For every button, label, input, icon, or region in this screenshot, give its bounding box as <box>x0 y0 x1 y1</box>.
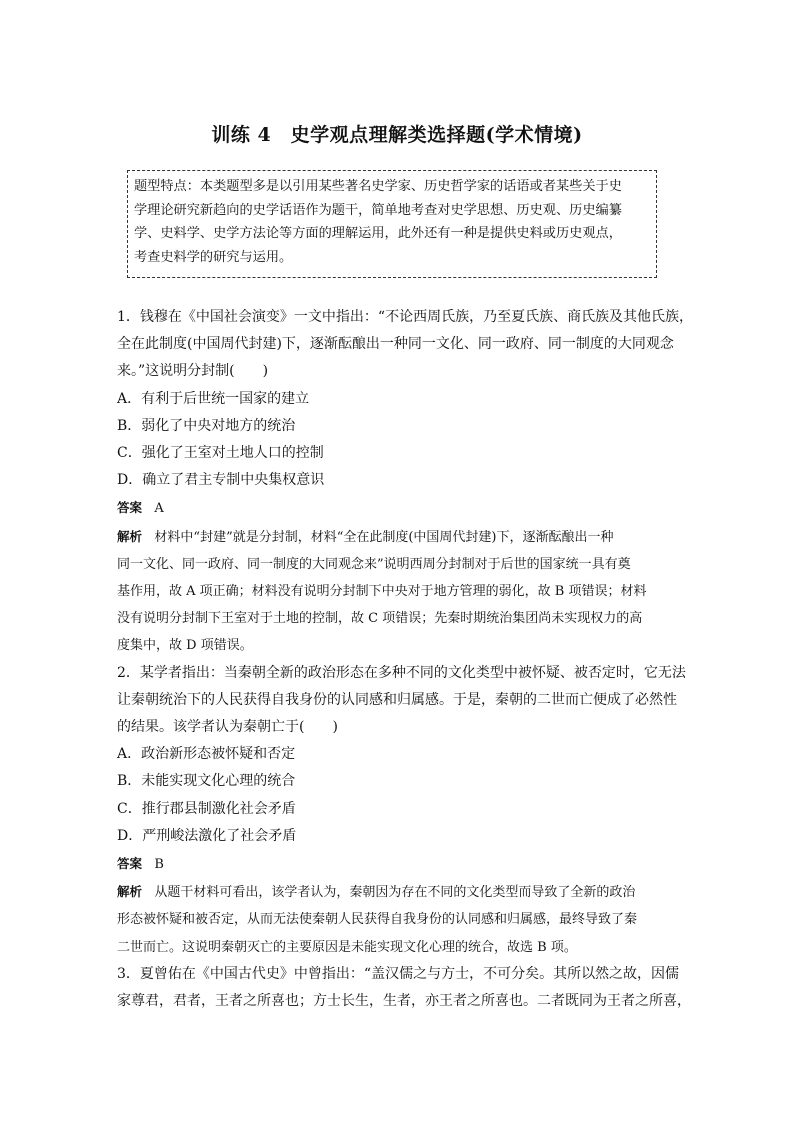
page-title: 训练 4 史学观点理解类选择题(学术情境) <box>211 124 583 146</box>
analysis-label: 解析 <box>117 884 143 900</box>
analysis-line <box>117 523 679 551</box>
intro-line: 题型特点：本类题型多是以引用某些著名史学家、历史哲学家的话语或者某些关于史 <box>134 179 622 194</box>
option-b: B．未能实现文化心理的统合 <box>117 773 296 790</box>
questions-body <box>117 304 694 1015</box>
option-b: B．弱化了中央对地方的统治 <box>117 417 296 434</box>
answer-value: B <box>154 857 164 873</box>
question-stem-line: 1．钱穆在《中国社会演变》一文中指出：“不论西周氏族，乃至夏氏族、商氏族及其他氏族， <box>117 309 694 325</box>
question-stem-line: 全在此制度(中国周代封建)下，逐渐酝酿出一种同一文化、同一政府、同一制度的大同观念 <box>117 336 674 353</box>
analysis-line: 没有说明分封制下王室对于土地的控制，故 C 项错误；先秦时期统治集团尚未实现权力的高 <box>117 611 643 627</box>
analysis-line <box>117 878 679 906</box>
question-stem-line: 家尊君，君者，王者之所喜也；方士长生，生者，亦王者之所喜也。二者既同为王者之所喜， <box>117 993 691 1010</box>
option-d: D．确立了君主专制中央集权意识 <box>117 472 325 489</box>
answer-line <box>117 494 679 522</box>
intro-line: 学理论研究新趋向的史学话语作为题干，简单地考查对史学思想、历史观、历史编纂 <box>134 202 622 218</box>
option-a: A．有利于后世统一国家的建立 <box>117 390 310 407</box>
question-1 <box>117 304 694 660</box>
intro-line: 考查史料学的研究与运用。 <box>134 249 293 265</box>
option-c: C．推行郡县制激化社会矛盾 <box>117 800 296 817</box>
answer-label: 答案 <box>117 500 143 516</box>
analysis-line: 基作用，故 A 项正确；材料没有说明分封制下中央对于地方管理的弱化，故 B 项错误；材料 <box>117 584 647 600</box>
question-stem-line: 来。”这说明分封制( ) <box>117 363 269 380</box>
analysis-line: 二世而亡。这说明秦朝灭亡的主要原因是未能实现文化心理的统合，故选 B 项。 <box>117 939 577 955</box>
analysis-text: 从题干材料可看出，该学者认为，秦朝因为存在不同的文化类型而导致了全新的政治 <box>154 885 636 901</box>
analysis-line: 同一文化、同一政府、同一制度的大同观念来”说明西周分封制对于后世的国家统一具有奠 <box>117 556 631 572</box>
intro-line: 学、史料学、史学方法论等方面的理解运用，此外还有一种是提供史料或历史观点， <box>134 226 622 241</box>
question-stem-line: 2．某学者指出：当秦朝全新的政治形态在多种不同的文化类型中被怀疑、被否定时，它无法 <box>117 664 686 681</box>
analysis-line: 形态被怀疑和被否定，从而无法使秦朝人民获得自我身份的认同感和归属感，最终导致了秦 <box>117 912 638 928</box>
analysis-line: 度集中，故 D 项错误。 <box>117 638 253 654</box>
option-c: C．强化了王室对土地人口的控制 <box>117 445 324 462</box>
question-3 <box>117 961 691 1015</box>
question-type-intro-box <box>127 170 657 278</box>
question-stem-line: 的结果。该学者认为秦朝亡于( ) <box>117 719 338 736</box>
analysis-label: 解析 <box>117 528 143 544</box>
answer-value: A <box>154 501 164 517</box>
question-stem-line: 让秦朝统治下的人民获得自我身份的认同感和归属感。于是，秦朝的二世而亡便成了必然性 <box>117 691 677 708</box>
question-2 <box>117 660 686 961</box>
option-d: D．严刑峻法激化了社会矛盾 <box>117 827 297 844</box>
answer-label: 答案 <box>117 856 143 872</box>
option-a: A．政治新形态被怀疑和否定 <box>117 746 296 763</box>
answer-line <box>117 850 679 878</box>
question-stem-line: 3．夏曾佑在《中国古代史》中曾指出：“盖汉儒之与方士，不可分矣。其所以然之故，因儒 <box>117 965 680 982</box>
analysis-text: 材料中“封建”就是分封制，材料“全在此制度(中国周代封建)下，逐渐酝酿出一种 <box>154 529 614 545</box>
